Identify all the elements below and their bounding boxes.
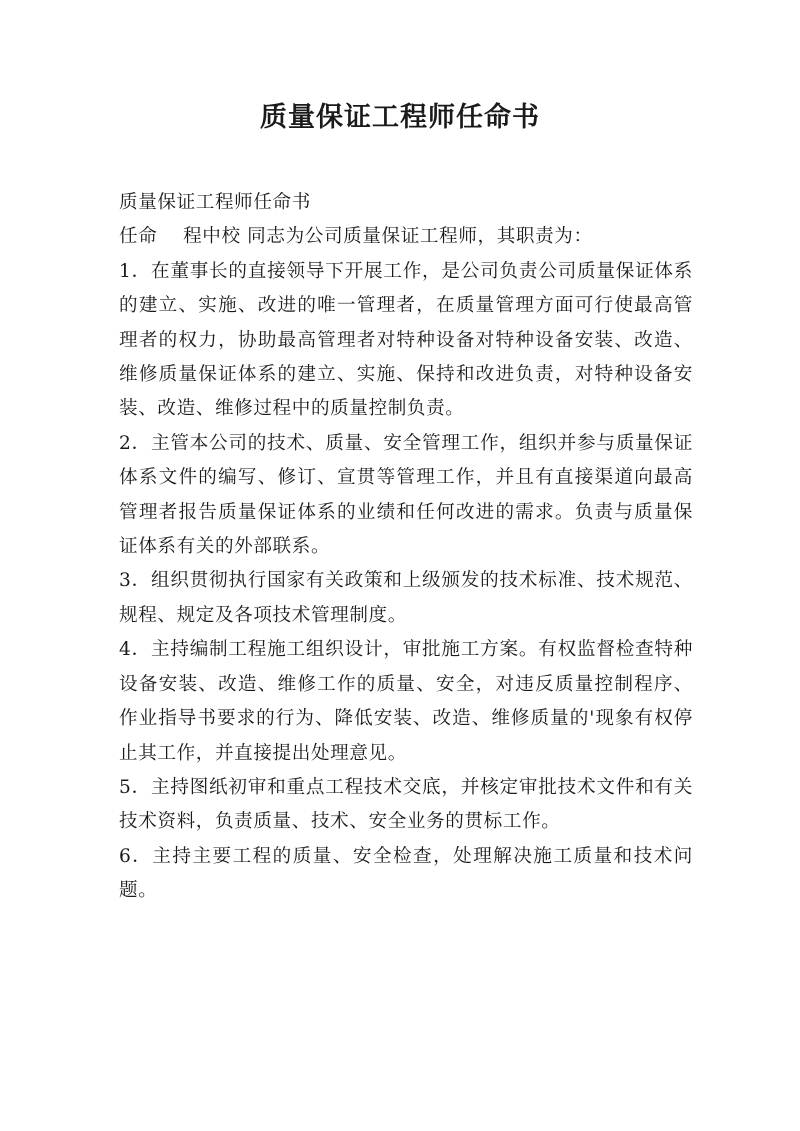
- duty-item-5: 5．主持图纸初审和重点工程技术交底，并核定审批技术文件和有关技术资料，负责质量、技术、安全业务的贯标工作。: [119, 776, 693, 833]
- document-title: 质量保证工程师任命书: [260, 102, 540, 133]
- duty-item-2: 2．主管本公司的技术、质量、安全管理工作，组织并参与质量保证体系文件的编写、修订、宣贯等管理工作，并且有直接渠道向最高管理者报告质量保证体系的业绩和任何改进的需求。负责与质量保证体系有关的外部联系。: [119, 432, 693, 558]
- duty-item-6: 6．主持主要工程的质量、安全检查，处理解决施工质量和技术问题。: [119, 845, 693, 902]
- duty-item-1: 1．在董事长的直接领导下开展工作，是公司负责公司质量保证体系的建立、实施、改进的唯一管理者，在质量管理方面可行使最高管理者的权力，协助最高管理者对特种设备对特种设备安装、改造、维修质量保证体系的建立、实施、保持和改进负责，对特种设备安装、改造、维修过程中的质量控制负责。: [119, 260, 693, 420]
- document-body: [119, 186, 693, 909]
- appointment-statement: 任命 程中校 同志为公司质量保证工程师，其职责为：: [119, 226, 593, 248]
- duty-item-3: 3．组织贯彻执行国家有关政策和上级颁发的技术标准、技术规范、规程、规定及各项技术管理制度。: [119, 570, 693, 626]
- duty-item-4: 4．主持编制工程施工组织设计，审批施工方案。有权监督检查特种设备安装、改造、维修工作的质量、安全，对违反质量控制程序、作业指导书要求的行为、降低安装、改造、维修质量的'现象有权停止其工作，并直接提出处理意见。: [119, 639, 693, 764]
- body-heading: 质量保证工程师任命书: [119, 192, 311, 213]
